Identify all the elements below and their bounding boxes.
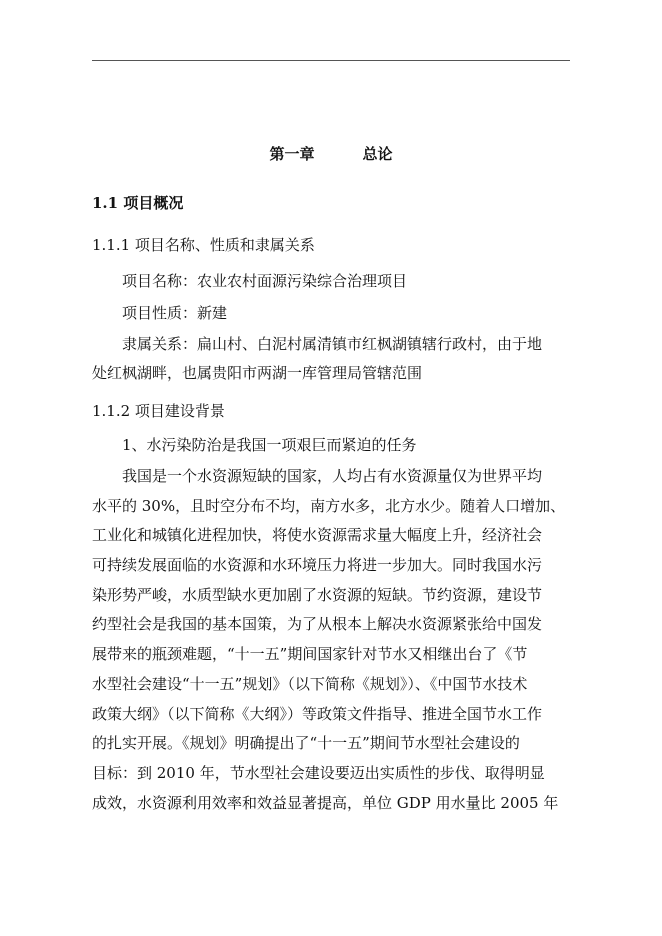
chapter-title xyxy=(0,143,662,164)
affiliation-line-2: 处红枫湖畔，也属贵阳市两湖一库管理局管辖范围 xyxy=(92,364,423,382)
body-paragraph xyxy=(92,462,570,818)
subsection-heading-1: 1.1.1 项目名称、性质和隶属关系 xyxy=(92,236,315,254)
paragraph-row: 染形势严峻，水质型缺水更加剧了水资源的短缺。节约资源，建设节 xyxy=(92,585,543,604)
project-name-line: 项目名称：农业农村面源污染综合治理项目 xyxy=(122,272,408,290)
chapter-name: 总论 xyxy=(362,145,393,163)
paragraph-row: 水平的 30%，且时空分布不均，南方水多，北方水少。随着人口增加、 xyxy=(92,496,566,515)
paragraph-row: 目标：到 2010 年，节水型社会建设要迈出实质性的步伐、取得明显 xyxy=(92,763,545,782)
section-heading: 1.1 项目概况 xyxy=(92,194,184,212)
paragraph-row: 水型社会建设“十一五”规划》（以下简称《规划》）、《中国节水技术 xyxy=(92,674,528,693)
paragraph-row: 可持续发展面临的水资源和水环境压力将进一步加大。同时我国水污 xyxy=(92,556,543,575)
paragraph-row: 的扎实开展。《规划》明确提出了“十一五”期间节水型社会建设的 xyxy=(92,734,520,753)
paragraph-row: 我国是一个水资源短缺的国家，人均占有水资源量仅为世界平均 xyxy=(122,467,543,485)
affiliation-line-1: 隶属关系：扁山村、白泥村属清镇市红枫湖镇辖行政村，由于地 xyxy=(122,335,543,353)
project-nature-line: 项目性质：新建 xyxy=(122,304,228,322)
paragraph-row: 工业化和城镇化进程加快，将使水资源需求量大幅度上升，经济社会 xyxy=(92,526,543,545)
paragraph-row: 政策大纲》（以下简称《大纲》）等政策文件指导、推进全国节水工作 xyxy=(92,704,543,723)
paragraph-row: 成效，水资源利用效率和效益显著提高，单位 GDP 用水量比 2005 年 xyxy=(92,793,559,812)
subsection-heading-2: 1.1.2 项目建设背景 xyxy=(92,402,225,420)
point-heading: 1、水污染防治是我国一项艰巨而紧迫的任务 xyxy=(122,436,417,454)
paragraph-row: 约型社会是我国的基本国策，为了从根本上解决水资源紧张给中国发 xyxy=(92,615,543,634)
paragraph-row: 展带来的瓶颈难题，“十一五”期间国家针对节水又相继出台了《节 xyxy=(92,645,528,664)
chapter-number: 第一章 xyxy=(269,145,315,163)
header-rule xyxy=(92,60,570,61)
